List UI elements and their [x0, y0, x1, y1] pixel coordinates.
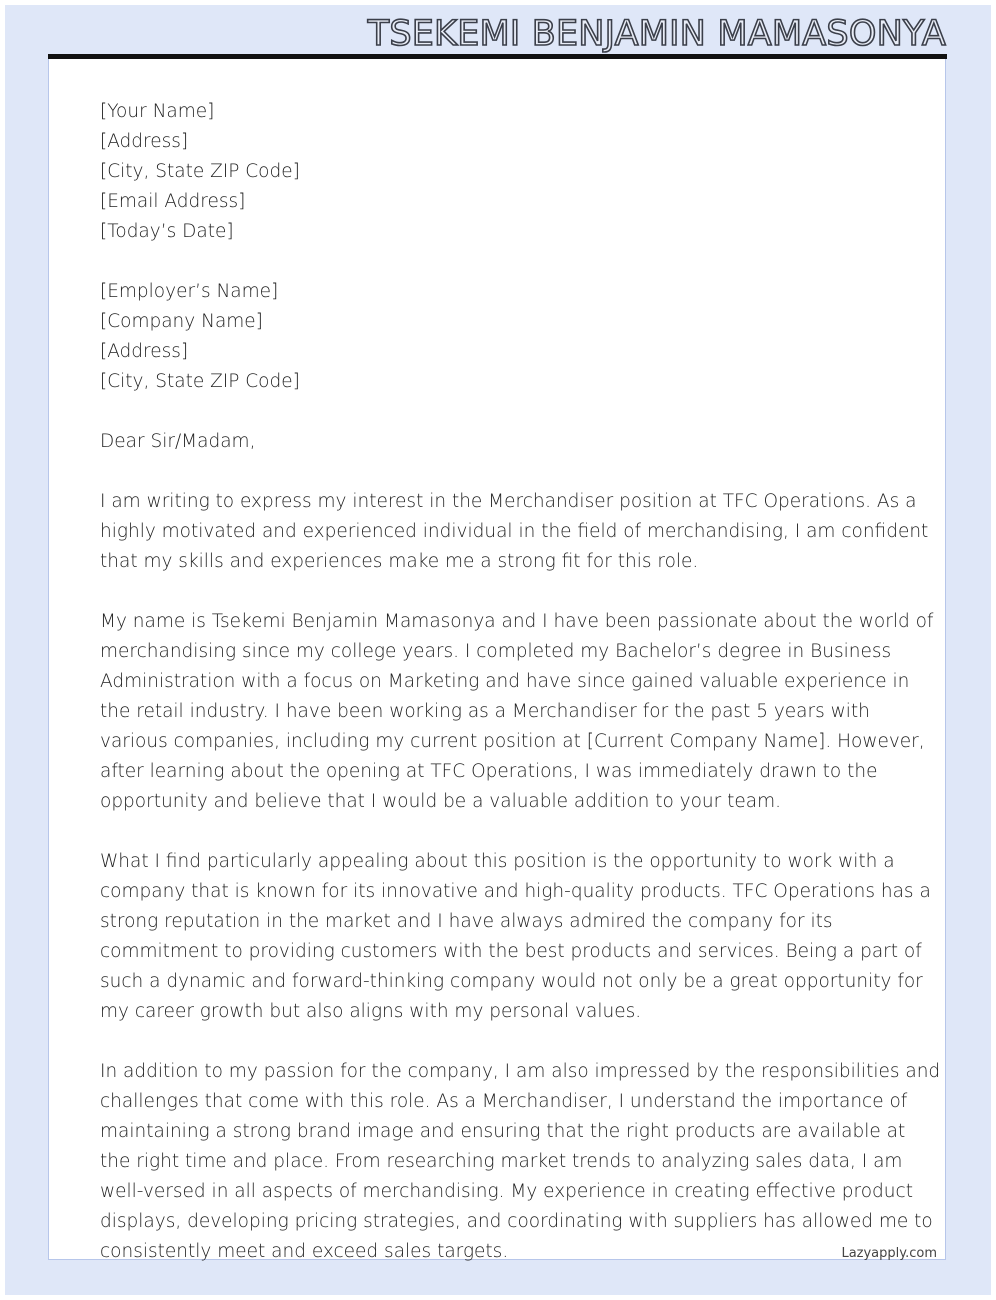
- recipient-line: [Address]: [100, 341, 189, 362]
- recipient-line: [Company Name]: [100, 311, 263, 332]
- paragraph-company-appeal: [100, 847, 931, 1027]
- watermark-text: Lazyapply.com: [841, 1246, 937, 1261]
- paragraph-line: my career growth but also aligns with my personal values.: [100, 1001, 642, 1022]
- paragraph-line: What I find particularly appealing about this position is the opportunity to work with a: [100, 851, 895, 872]
- paragraph-line: I am writing to express my interest in the Merchandiser position at TFC Operations. As a: [100, 491, 917, 512]
- paragraph-background: [100, 607, 934, 817]
- paragraph-line: after learning about the opening at TFC Operations, I was immediately drawn to the: [100, 761, 878, 782]
- cover-letter-body: [100, 97, 941, 1267]
- paragraph-line: opportunity and believe that I would be a valuable addition to your team.: [100, 791, 782, 812]
- paragraph-line: displays, developing pricing strategies, and coordinating with suppliers has allowed me to: [100, 1211, 933, 1232]
- paragraph-line: company that is known for its innovative and high-quality products. TFC Operations has a: [100, 881, 931, 902]
- paragraph-line: strong reputation in the market and I have always admired the company for its: [100, 911, 833, 932]
- paragraph-line: commitment to providing customers with the best products and services. Being a part of: [100, 941, 922, 962]
- paragraph-line: the right time and place. From researching market trends to analyzing sales data, I am: [100, 1151, 903, 1172]
- sender-line: [Email Address]: [100, 191, 246, 212]
- paragraph-responsibilities: [100, 1057, 941, 1267]
- recipient-line: [Employer’s Name]: [100, 281, 279, 302]
- paragraph-line: the retail industry. I have been working as a Merchandiser for the past 5 years with: [100, 701, 870, 722]
- paragraph-line: well-versed in all aspects of merchandising. My experience in creating effective product: [100, 1181, 913, 1202]
- applicant-name-heading: TSEKEMI BENJAMIN MAMASONYA: [367, 14, 946, 54]
- paragraph-line: that my skills and experiences make me a strong fit for this role.: [100, 551, 699, 572]
- paragraph-line: challenges that come with this role. As a Merchandiser, I understand the importance of: [100, 1091, 908, 1112]
- recipient-line: [City, State ZIP Code]: [100, 371, 300, 392]
- sender-line: [Today’s Date]: [100, 221, 234, 242]
- paragraph-line: Administration with a focus on Marketing and have since gained valuable experience in: [100, 671, 910, 692]
- paragraph-line: consistently meet and exceed sales targets.: [100, 1241, 509, 1262]
- paragraph-line: My name is Tsekemi Benjamin Mamasonya and I have been passionate about the world of: [100, 611, 934, 632]
- sender-address-block: [100, 97, 900, 247]
- paragraph-intro: [100, 487, 929, 577]
- paragraph-line: such a dynamic and forward-thinking company would not only be a great opportunity for: [100, 971, 923, 992]
- paragraph-line: highly motivated and experienced individual in the field of merchandising, I am confident: [100, 521, 929, 542]
- sender-line: [Your Name]: [100, 101, 215, 122]
- paragraph-line: various companies, including my current position at [Current Company Name]. However,: [100, 731, 925, 752]
- paragraph-line: maintaining a strong brand image and ensuring that the right products are available at: [100, 1121, 906, 1142]
- salutation: Dear Sir/Madam,: [100, 431, 256, 452]
- paragraph-line: In addition to my passion for the company, I am also impressed by the responsibilities and: [100, 1061, 941, 1082]
- sender-line: [City, State ZIP Code]: [100, 161, 300, 182]
- paragraph-line: merchandising since my college years. I completed my Bachelor’s degree in Business: [100, 641, 892, 662]
- recipient-address-block: [100, 277, 900, 397]
- sender-line: [Address]: [100, 131, 189, 152]
